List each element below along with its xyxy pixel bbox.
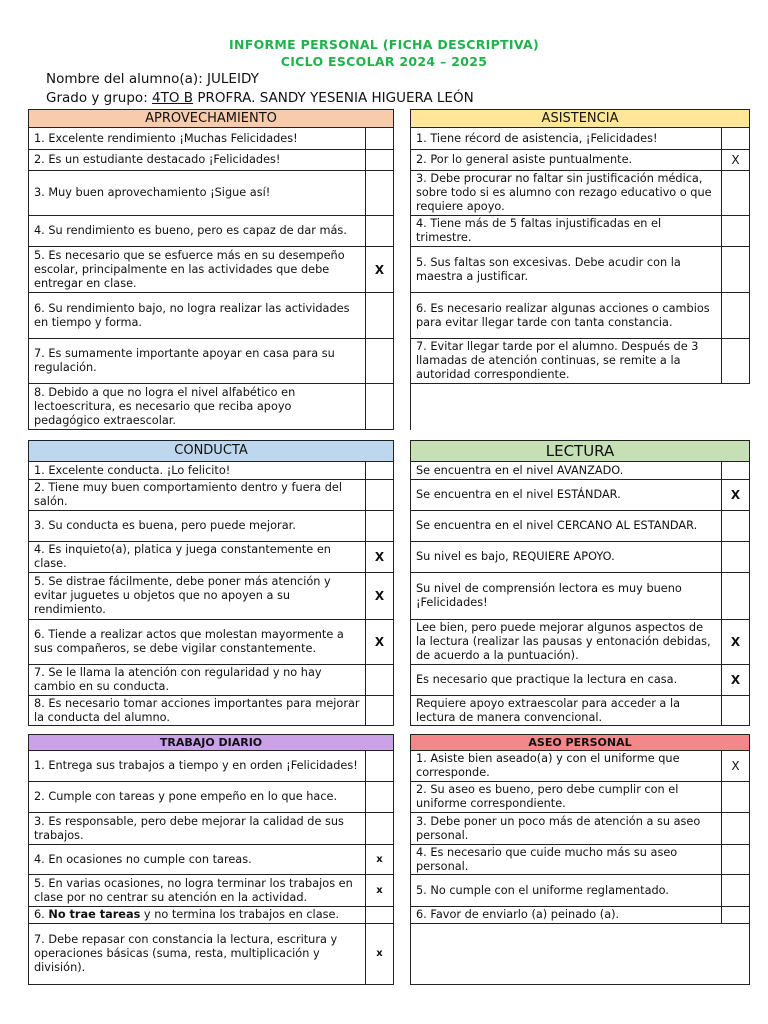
item-text: 4. Tiene más de 5 faltas injustificadas en el trimestre. (411, 216, 722, 247)
table-row (29, 620, 394, 665)
check-cell[interactable] (722, 875, 750, 907)
table-row (29, 782, 394, 813)
item-text: 3. Es responsable, pero debe mejorar la calidad de sus trabajos. (29, 813, 366, 845)
table-row (29, 813, 394, 845)
check-cell[interactable] (366, 339, 394, 384)
check-cell[interactable]: X (722, 665, 750, 696)
table-row (29, 171, 394, 216)
table-row (411, 480, 750, 511)
check-cell[interactable]: x (366, 845, 394, 875)
item-text: 7. Se le llama la atención con regularidad y no hay cambio en su conducta. (29, 665, 366, 696)
lectura-header: LECTURA (411, 441, 750, 462)
table-row (411, 782, 750, 813)
check-cell[interactable] (722, 462, 750, 480)
table-row (29, 751, 394, 782)
check-cell[interactable] (722, 813, 750, 845)
item-text: 1. Excelente rendimiento ¡Muchas Felicidades! (29, 128, 366, 150)
check-cell[interactable]: x (366, 875, 394, 907)
item-text: 3. Debe poner un poco más de atención a su aseo personal. (411, 813, 722, 845)
empty-cell (411, 384, 750, 430)
table-row (29, 128, 394, 150)
check-cell[interactable] (722, 216, 750, 247)
check-cell[interactable] (366, 216, 394, 247)
table-row (29, 875, 394, 907)
check-cell[interactable] (366, 150, 394, 171)
student-name: JULEIDY (207, 71, 259, 87)
item-text: 8. Debido a que no logra el nivel alfabético en lectoescritura, es necesario que reciba apoyo pedagógico extraescolar. (29, 384, 366, 430)
item-text: 2. Es un estudiante destacado ¡Felicidades! (29, 150, 366, 171)
item-text: 6. Es necesario realizar algunas acciones o cambios para evitar llegar tarde con tanta constancia. (411, 293, 722, 339)
check-cell[interactable] (722, 247, 750, 293)
item-prefix: 6. (34, 908, 49, 921)
check-cell[interactable]: X (722, 480, 750, 511)
table-row (411, 542, 750, 573)
school-cycle: CICLO ESCOLAR 2024 – 2025 (280, 54, 488, 69)
item-text: 5. En varias ocasiones, no logra terminar los trabajos en clase por no centrar su atención en la actividad. (29, 875, 366, 907)
check-cell[interactable] (722, 696, 750, 726)
aseo-personal-header: ASEO PERSONAL (411, 735, 750, 751)
table-row (29, 150, 394, 171)
item-text: 6. Tiende a realizar actos que molestan mayormente a sus compañeros, se debe vigilar constantemente. (29, 620, 366, 665)
check-cell[interactable] (366, 907, 394, 924)
check-cell[interactable] (366, 665, 394, 696)
check-cell[interactable] (722, 339, 750, 384)
table-row (29, 511, 394, 542)
table-row (411, 573, 750, 620)
table-row (29, 480, 394, 511)
table-row (29, 573, 394, 620)
check-cell[interactable] (366, 511, 394, 542)
table-row (411, 845, 750, 875)
check-cell[interactable] (722, 128, 750, 150)
aprovechamiento-header: APROVECHAMIENTO (29, 110, 394, 128)
check-cell[interactable] (366, 696, 394, 726)
trabajo-diario-header: TRABAJO DIARIO (29, 735, 394, 751)
table-row (29, 384, 394, 430)
table-row (29, 696, 394, 726)
check-cell[interactable]: X (366, 542, 394, 573)
conducta-table (28, 440, 394, 726)
check-cell[interactable] (722, 907, 750, 924)
empty-row (411, 924, 750, 985)
group-value: 4TO B (152, 90, 194, 106)
check-cell[interactable] (366, 480, 394, 511)
teacher-name: SANDY YESENIA HIGUERA LEÓN (259, 90, 474, 106)
report-title: INFORME PERSONAL (FICHA DESCRIPTIVA) (229, 37, 539, 52)
table-row (29, 924, 394, 985)
table-row (411, 751, 750, 782)
item-text: Se encuentra en el nivel AVANZADO. (411, 462, 722, 480)
table-row (411, 128, 750, 150)
table-row (411, 339, 750, 384)
item-text: Su nivel de comprensión lectora es muy bueno ¡Felicidades! (411, 573, 722, 620)
table-row (411, 216, 750, 247)
item-text: 8. Es necesario tomar acciones importantes para mejorar la conducta del alumno. (29, 696, 366, 726)
table-row (411, 293, 750, 339)
student-line (46, 71, 259, 87)
table-row (411, 875, 750, 907)
table-row (411, 665, 750, 696)
table-row (411, 150, 750, 171)
check-cell[interactable] (366, 384, 394, 430)
check-cell[interactable] (366, 813, 394, 845)
item-bold: No trae tareas (48, 908, 141, 921)
table-row (411, 620, 750, 665)
group-label: Grado y grupo: (46, 90, 148, 106)
aseo-personal-table (410, 734, 750, 985)
check-cell[interactable]: X (366, 573, 394, 620)
item-text: 7. Evitar llegar tarde por el alumno. Después de 3 llamadas de atención continuas, se remite a la autoridad correspondiente. (411, 339, 722, 384)
item-text: 1. Tiene récord de asistencia, ¡Felicidades! (411, 128, 722, 150)
item-text: Su nivel es bajo, REQUIERE APOYO. (411, 542, 722, 573)
check-cell[interactable] (722, 171, 750, 216)
student-label: Nombre del alumno(a): (46, 71, 203, 87)
item-text: 2. Cumple con tareas y pone empeño en lo que hace. (29, 782, 366, 813)
item-text: 2. Su aseo es bueno, pero debe cumplir con el uniforme correspondiente. (411, 782, 722, 813)
teacher-label: PROFRA. (197, 90, 256, 106)
item-text: 5. Sus faltas son excesivas. Debe acudir con la maestra a justificar. (411, 247, 722, 293)
table-row (411, 247, 750, 293)
check-cell[interactable]: x (366, 924, 394, 985)
check-cell[interactable] (722, 542, 750, 573)
check-cell[interactable]: X (722, 150, 750, 171)
item-suffix: y no termina los trabajos en clase. (140, 908, 340, 921)
table-row (29, 247, 394, 293)
item-text: 5. Es necesario que se esfuerce más en su desempeño escolar, principalmente en las actividades que debe entregar en clase. (29, 247, 366, 293)
check-cell[interactable] (366, 462, 394, 480)
table-row (29, 462, 394, 480)
table-row (411, 813, 750, 845)
table-row (29, 293, 394, 339)
item-text: 3. Su conducta es buena, pero puede mejorar. (29, 511, 366, 542)
check-cell[interactable]: X (722, 620, 750, 665)
aprovechamiento-table (28, 109, 394, 430)
check-cell[interactable] (366, 171, 394, 216)
table-row (29, 339, 394, 384)
check-cell[interactable] (722, 511, 750, 542)
item-text: 1. Entrega sus trabajos a tiempo y en orden ¡Felicidades! (29, 751, 366, 782)
item-text: 4. Es necesario que cuide mucho más su aseo personal. (411, 845, 722, 875)
conducta-header: CONDUCTA (29, 441, 394, 462)
check-cell[interactable] (722, 573, 750, 620)
group-line (46, 90, 474, 106)
item-text: 4. En ocasiones no cumple con tareas. (29, 845, 366, 875)
item-text: 7. Debe repasar con constancia la lectura, escritura y operaciones básicas (suma, resta, multiplicación y división). (29, 924, 366, 985)
check-cell[interactable]: X (366, 247, 394, 293)
table-row (29, 542, 394, 573)
item-text: 7. Es sumamente importante apoyar en casa para su regulación. (29, 339, 366, 384)
table-row (29, 665, 394, 696)
table-row (29, 845, 394, 875)
check-cell[interactable] (722, 293, 750, 339)
item-text: 3. Debe procurar no faltar sin justificación médica, sobre todo si es alumno con rezago educativo o que requiere apoyo. (411, 171, 722, 216)
item-text: 1. Asiste bien aseado(a) y con el uniforme que corresponde. (411, 751, 722, 782)
table-row (411, 171, 750, 216)
item-text: 6. Su rendimiento bajo, no logra realizar las actividades en tiempo y forma. (29, 293, 366, 339)
item-text: 4. Su rendimiento es bueno, pero es capaz de dar más. (29, 216, 366, 247)
item-text: Requiere apoyo extraescolar para acceder a la lectura de manera convencional. (411, 696, 722, 726)
item-text: 6. Favor de enviarlo (a) peinado (a). (411, 907, 722, 924)
asistencia-table (410, 109, 750, 430)
table-row (411, 696, 750, 726)
empty-cell (411, 924, 750, 985)
check-cell[interactable] (722, 782, 750, 813)
item-text: 2. Por lo general asiste puntualmente. (411, 150, 722, 171)
check-cell[interactable]: X (722, 751, 750, 782)
table-row (29, 216, 394, 247)
item-text (29, 907, 366, 924)
item-text: Es necesario que practique la lectura en casa. (411, 665, 722, 696)
table-row (411, 907, 750, 924)
item-text: Lee bien, pero puede mejorar algunos aspectos de la lectura (realizar las pausas y entonación debidas, de acuerdo a la puntuación). (411, 620, 722, 665)
trabajo-diario-table (28, 734, 394, 985)
item-text: 5. Se distrae fácilmente, debe poner más atención y evitar juguetes u objetos que no apoyen a su rendimiento. (29, 573, 366, 620)
check-cell[interactable]: X (366, 620, 394, 665)
item-text: 3. Muy buen aprovechamiento ¡Sigue así! (29, 171, 366, 216)
item-text: 5. No cumple con el uniforme reglamentado. (411, 875, 722, 907)
item-text: 4. Es inquieto(a), platica y juega constantemente en clase. (29, 542, 366, 573)
table-row (411, 511, 750, 542)
item-text: 2. Tiene muy buen comportamiento dentro y fuera del salón. (29, 480, 366, 511)
asistencia-header: ASISTENCIA (411, 110, 750, 128)
item-text: Se encuentra en el nivel CERCANO AL ESTANDAR. (411, 511, 722, 542)
check-cell[interactable] (366, 293, 394, 339)
check-cell[interactable] (722, 845, 750, 875)
item-text: Se encuentra en el nivel ESTÁNDAR. (411, 480, 722, 511)
empty-row (411, 384, 750, 430)
check-cell[interactable] (366, 782, 394, 813)
table-row (29, 907, 394, 924)
table-row (411, 462, 750, 480)
check-cell[interactable] (366, 751, 394, 782)
check-cell[interactable] (366, 128, 394, 150)
lectura-table (410, 440, 750, 726)
item-text: 1. Excelente conducta. ¡Lo felicito! (29, 462, 366, 480)
